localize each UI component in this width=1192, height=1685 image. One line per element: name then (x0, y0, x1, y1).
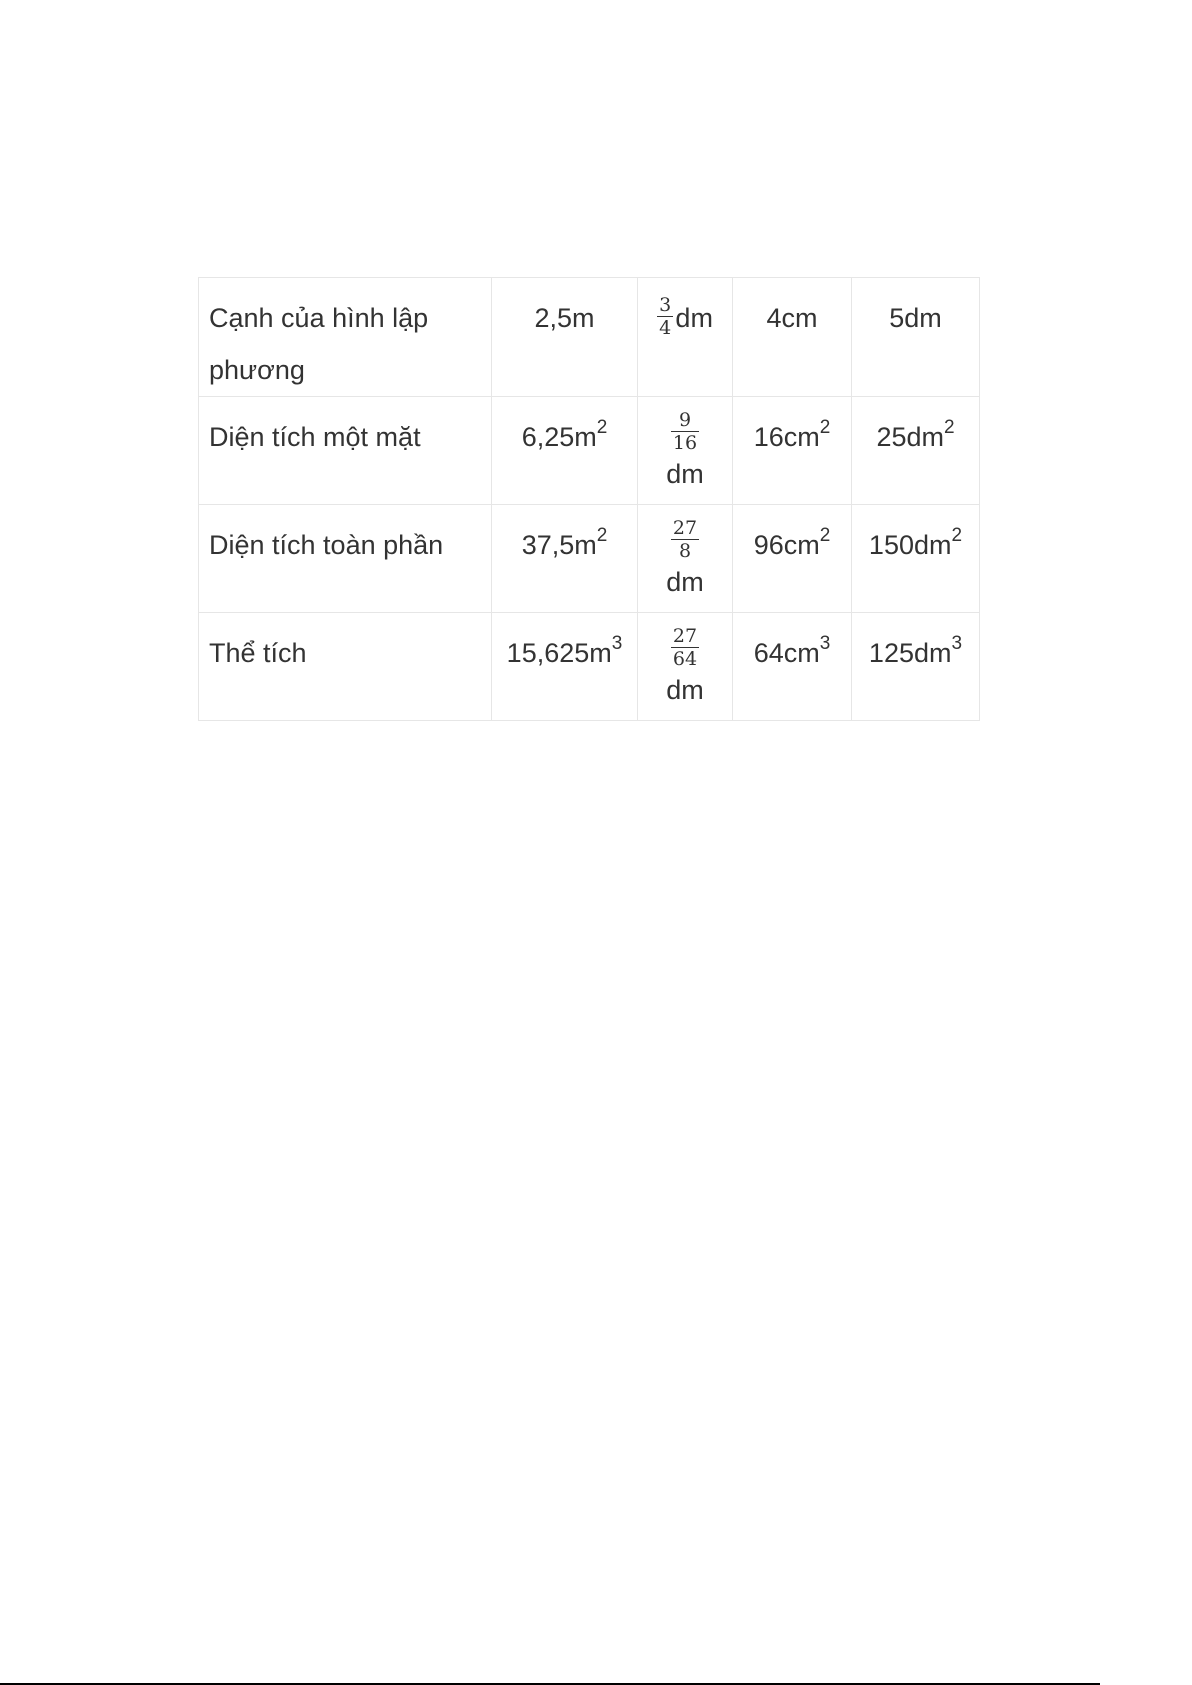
table-row-volume (199, 613, 980, 721)
table-cell: 2,5m (492, 278, 638, 397)
unit: dm (675, 303, 713, 333)
fraction-numerator: 9 (671, 409, 699, 432)
fraction-numerator: 27 (672, 625, 698, 647)
table-row-edge (199, 278, 980, 397)
table-cell (638, 278, 733, 397)
table-row-face-area (199, 397, 980, 505)
value-exponent: 2 (819, 525, 831, 546)
fraction (671, 409, 699, 454)
fraction-denominator: 16 (672, 432, 698, 454)
row-label-total-area: Diện tích toàn phần (199, 505, 492, 613)
value-base: 96cm (753, 530, 820, 560)
value-exponent: 3 (611, 633, 623, 654)
table-cell (852, 613, 980, 721)
value-exponent: 2 (596, 525, 608, 546)
table-cell (852, 505, 980, 613)
table-cell (852, 397, 980, 505)
fraction (671, 517, 699, 562)
value-exponent: 2 (951, 525, 963, 546)
value-base: 125dm (868, 638, 952, 668)
row-label-face-area: Diện tích một mặt (199, 397, 492, 505)
value-base: 150dm (868, 530, 952, 560)
unit: dm (666, 567, 704, 597)
fraction-denominator: 8 (678, 540, 692, 562)
table-cell (638, 397, 733, 505)
table-cell (492, 505, 638, 613)
unit: dm (666, 675, 704, 705)
table-row-total-area (199, 505, 980, 613)
table-cell (638, 613, 733, 721)
value-exponent: 3 (951, 633, 963, 654)
value-exponent: 2 (943, 417, 955, 438)
row-label-edge: Cạnh của hình lập phương (199, 278, 492, 397)
value-exponent: 2 (596, 417, 608, 438)
table-cell (733, 505, 852, 613)
table-cell (638, 505, 733, 613)
value-base: 64cm (753, 638, 820, 668)
fraction (657, 294, 673, 339)
value-exponent: 2 (819, 417, 831, 438)
value-base: 37,5m (521, 530, 597, 560)
table-cell (733, 613, 852, 721)
fraction-denominator: 4 (659, 317, 672, 340)
fraction-denominator: 64 (672, 648, 698, 670)
fraction (671, 625, 699, 670)
table-cell: 4cm (733, 278, 852, 397)
table-cell (492, 397, 638, 505)
value-base: 16cm (753, 422, 820, 452)
unit: dm (666, 459, 704, 489)
cube-measurements-table (198, 277, 980, 721)
fraction-numerator: 3 (659, 294, 672, 317)
fraction-numerator: 27 (672, 517, 698, 539)
value-base: 15,625m (506, 638, 612, 668)
table-cell (492, 613, 638, 721)
value-base: 25dm (876, 422, 944, 452)
value-base: 6,25m (521, 422, 597, 452)
row-label-volume: Thể tích (199, 613, 492, 721)
value-exponent: 3 (819, 633, 831, 654)
table-cell (733, 397, 852, 505)
table-cell: 5dm (852, 278, 980, 397)
